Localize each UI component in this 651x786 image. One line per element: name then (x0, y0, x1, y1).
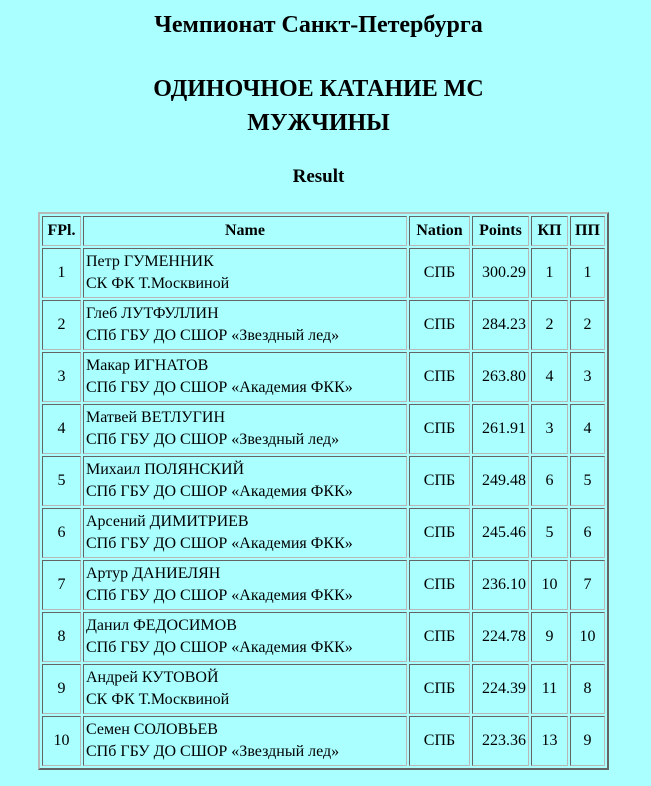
nation-cell: СПБ (409, 716, 470, 766)
name-cell (83, 352, 407, 402)
nation-cell: СПБ (409, 456, 470, 506)
kp-cell: 3 (531, 404, 568, 454)
name-cell (83, 612, 407, 662)
name-cell (83, 508, 407, 558)
place-cell: 5 (42, 456, 81, 506)
skater-name: Андрей КУТОВОЙ (86, 669, 219, 686)
kp-cell: 11 (531, 664, 568, 714)
column-header-pp: ПП (570, 216, 605, 246)
place-cell: 8 (42, 612, 81, 662)
skater-name: Михаил ПОЛЯНСКИЙ (86, 461, 245, 478)
nation-cell: СПБ (409, 508, 470, 558)
pp-cell: 1 (570, 248, 605, 298)
skater-club: СПб ГБУ ДО СШОР «Академия ФКК» (86, 379, 353, 396)
pp-cell: 5 (570, 456, 605, 506)
result-subtitle: Result (292, 166, 345, 187)
points-cell: 245.46 (472, 508, 529, 558)
table-row (42, 716, 605, 766)
nation-cell: СПБ (409, 612, 470, 662)
skater-club: СПб ГБУ ДО СШОР «Звездный лед» (86, 327, 340, 344)
name-cell (83, 456, 407, 506)
pp-cell: 8 (570, 664, 605, 714)
table-row (42, 664, 605, 714)
place-cell: 4 (42, 404, 81, 454)
column-header-nation: Nation (409, 216, 470, 246)
skater-name: Петр ГУМЕННИК (86, 253, 214, 270)
skater-name: Семен СОЛОВЬЕВ (86, 721, 218, 738)
kp-cell: 9 (531, 612, 568, 662)
pp-cell: 3 (570, 352, 605, 402)
points-cell: 249.48 (472, 456, 529, 506)
table-row (42, 560, 605, 610)
kp-cell: 5 (531, 508, 568, 558)
place-cell: 3 (42, 352, 81, 402)
points-cell: 223.36 (472, 716, 529, 766)
skater-club: СПб ГБУ ДО СШОР «Звездный лед» (86, 431, 340, 448)
place-cell: 10 (42, 716, 81, 766)
table-row (42, 248, 605, 298)
skater-name: Макар ИГНАТОВ (86, 357, 209, 374)
results-body (42, 248, 605, 766)
skater-name: Матвей ВЕТЛУГИН (86, 409, 225, 426)
place-cell: 2 (42, 300, 81, 350)
column-header-fpl: FPl. (42, 216, 81, 246)
header-row (42, 216, 605, 246)
place-cell: 6 (42, 508, 81, 558)
nation-cell: СПБ (409, 664, 470, 714)
results-table (38, 212, 609, 770)
name-cell (83, 560, 407, 610)
pp-cell: 2 (570, 300, 605, 350)
column-header-kp: КП (531, 216, 568, 246)
table-row (42, 404, 605, 454)
skater-name: Артур ДАНИЕЛЯН (86, 565, 221, 582)
kp-cell: 2 (531, 300, 568, 350)
points-cell: 284.23 (472, 300, 529, 350)
nation-cell: СПБ (409, 404, 470, 454)
skater-club: СПб ГБУ ДО СШОР «Академия ФКК» (86, 535, 353, 552)
pp-cell: 6 (570, 508, 605, 558)
table-row (42, 300, 605, 350)
pp-cell: 4 (570, 404, 605, 454)
skater-club: СК ФК Т.Москвиной (86, 275, 230, 292)
skater-club: СПб ГБУ ДО СШОР «Звездный лед» (86, 743, 340, 760)
skater-club: СПб ГБУ ДО СШОР «Академия ФКК» (86, 483, 353, 500)
points-cell: 236.10 (472, 560, 529, 610)
kp-cell: 10 (531, 560, 568, 610)
points-cell: 300.29 (472, 248, 529, 298)
skater-club: СПб ГБУ ДО СШОР «Академия ФКК» (86, 639, 353, 656)
skater-club: СК ФК Т.Москвиной (86, 691, 230, 708)
table-row (42, 352, 605, 402)
points-cell: 224.78 (472, 612, 529, 662)
kp-cell: 4 (531, 352, 568, 402)
points-cell: 261.91 (472, 404, 529, 454)
nation-cell: СПБ (409, 560, 470, 610)
nation-cell: СПБ (409, 300, 470, 350)
pp-cell: 7 (570, 560, 605, 610)
skater-name: Глеб ЛУТФУЛЛИН (86, 305, 219, 322)
table-row (42, 456, 605, 506)
event-title-line1: ОДИНОЧНОЕ КАТАНИЕ МС (153, 76, 484, 102)
place-cell: 9 (42, 664, 81, 714)
nation-cell: СПБ (409, 248, 470, 298)
name-cell (83, 664, 407, 714)
table-row (42, 612, 605, 662)
skater-name: Данил ФЕДОСИМОВ (86, 617, 237, 634)
points-cell: 224.39 (472, 664, 529, 714)
event-title-line2: МУЖЧИНЫ (247, 110, 390, 136)
skater-name: Арсений ДИМИТРИЕВ (86, 513, 249, 530)
skater-club: СПб ГБУ ДО СШОР «Академия ФКК» (86, 587, 353, 604)
column-header-name: Name (83, 216, 407, 246)
nation-cell: СПБ (409, 352, 470, 402)
kp-cell: 1 (531, 248, 568, 298)
column-header-points: Points (472, 216, 529, 246)
pp-cell: 9 (570, 716, 605, 766)
kp-cell: 13 (531, 716, 568, 766)
table-row (42, 508, 605, 558)
championship-title: Чемпионат Санкт-Петербурга (154, 12, 483, 38)
event-title (0, 72, 637, 140)
name-cell (83, 404, 407, 454)
place-cell: 1 (42, 248, 81, 298)
name-cell (83, 300, 407, 350)
place-cell: 7 (42, 560, 81, 610)
points-cell: 263.80 (472, 352, 529, 402)
pp-cell: 10 (570, 612, 605, 662)
name-cell (83, 248, 407, 298)
name-cell (83, 716, 407, 766)
kp-cell: 6 (531, 456, 568, 506)
